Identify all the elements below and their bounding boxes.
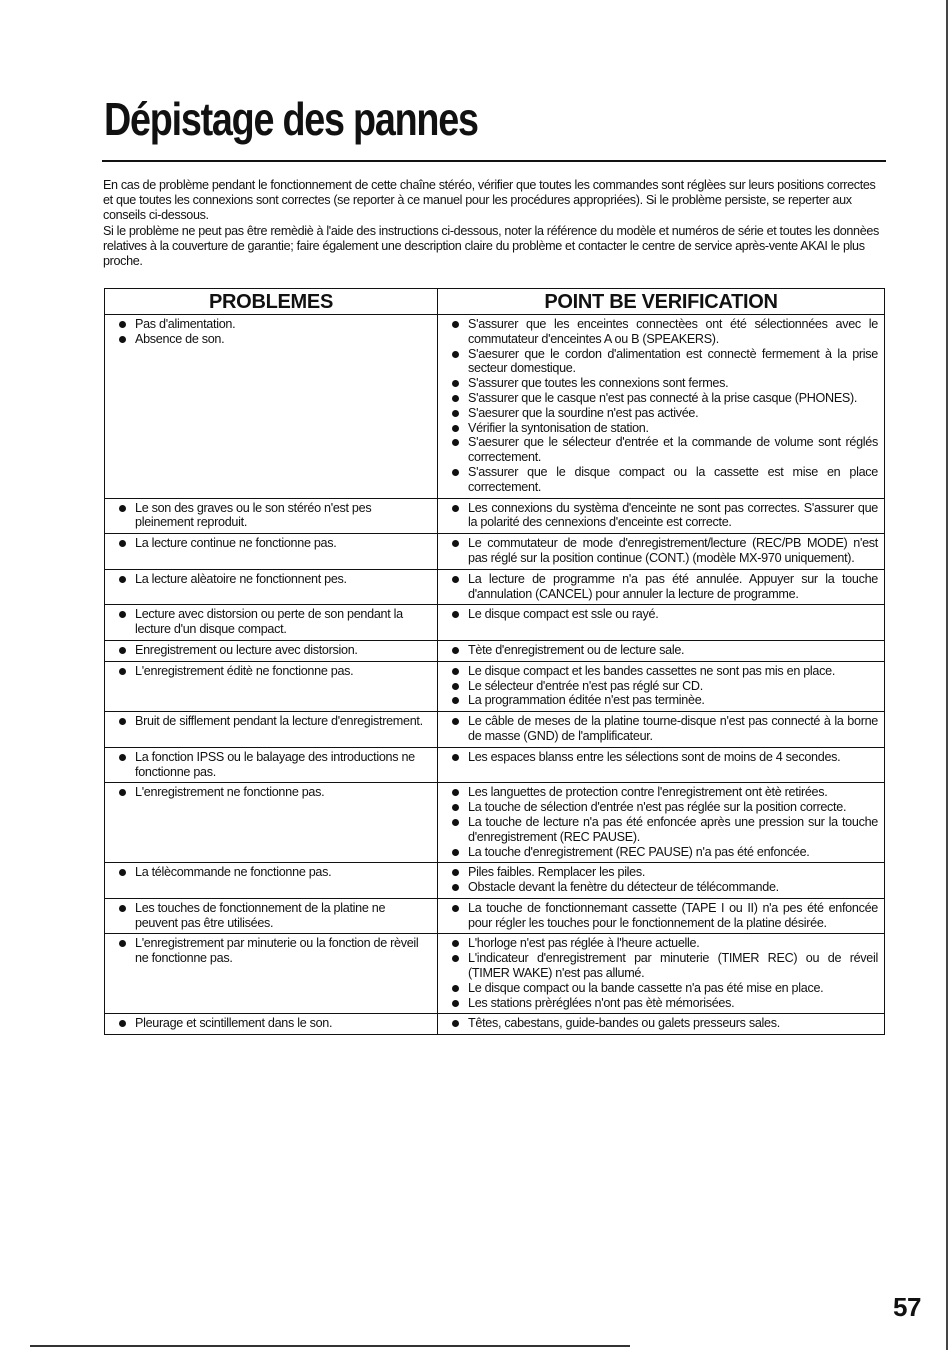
- page-title: Dépistage des pannes: [104, 93, 478, 145]
- footer-line: [30, 1345, 630, 1347]
- problem-item: Pleurage et scintillement dans le son.: [111, 1016, 431, 1031]
- check-item: Les languettes de protection contre l'enregistrement ont ètè retirées.: [444, 785, 878, 800]
- check-item: Les connexions du systèma d'enceinte ne sont pas correctes. S'assurer que la polarité des cennexions d'enceinte est correcte.: [444, 501, 878, 531]
- check-item: La programmation éditée n'est pas terminèe.: [444, 693, 878, 708]
- title-rule: [102, 160, 886, 162]
- problem-cell: [105, 315, 438, 499]
- page-number: 57: [893, 1292, 921, 1322]
- check-item: S'aesurer que la sourdine n'est pas activée.: [444, 406, 878, 421]
- problem-item: La télècommande ne fonctionne pas.: [111, 865, 431, 880]
- check-item: Piles faibles. Remplacer les piles.: [444, 865, 878, 880]
- intro-paragraph: Si le problème ne peut pas être remèdiè à l'aide des instructions ci-dessous, noter la référence du modèle et numéros de série et toutes les donnèes relatives à la couverture de garantie; faire également une description claire du problème et contacter le centre de service après-vente AKAI le plus proche.: [103, 223, 879, 269]
- table-row: [105, 747, 885, 783]
- problem-item: La lecture alèatoire ne fonctionnent pes.: [111, 572, 431, 587]
- problem-cell: [105, 934, 438, 1014]
- check-cell: [438, 498, 885, 534]
- table-header-row: [105, 289, 885, 315]
- check-item: S'assurer que toutes les connexions sont fermes.: [444, 376, 878, 391]
- check-item: Obstacle devant la fenètre du détecteur de télécommande.: [444, 880, 878, 895]
- table-row: [105, 315, 885, 499]
- check-cell: [438, 783, 885, 863]
- check-cell: [438, 1014, 885, 1035]
- check-item: La touche de sélection d'entrée n'est pas réglée sur la position correcte.: [444, 800, 878, 815]
- check-item: Le disque compact est ssle ou rayé.: [444, 607, 878, 622]
- table-row: [105, 863, 885, 899]
- check-item: S'assurer que le casque n'est pas connecté à la prise casque (PHONES).: [444, 391, 878, 406]
- problem-cell: [105, 569, 438, 605]
- check-item: L'horloge n'est pas réglée à l'heure actuelle.: [444, 936, 878, 951]
- table-row: [105, 498, 885, 534]
- check-item: Le disque compact et les bandes cassettes ne sont pas mis en place.: [444, 664, 878, 679]
- check-item: S'assurer que les enceintes connectèes ont été sélectionnées avec le commutateur d'enceintes A ou B (SPEAKERS).: [444, 317, 878, 347]
- check-item: Vérifier la syntonisation de station.: [444, 421, 878, 436]
- table-body: [105, 315, 885, 1035]
- check-item: La touche de lecture n'a pas été enfoncée après une pression sur la touche d'enregistrement (REC PAUSE).: [444, 815, 878, 845]
- check-item: Le sélecteur d'entrée n'est pas réglé sur CD.: [444, 679, 878, 694]
- check-cell: [438, 747, 885, 783]
- check-item: S'assurer que le disque compact ou la cassette est mise en place correctement.: [444, 465, 878, 495]
- check-item: S'aesurer que le cordon d'alimentation est connectè fermement à la prise secteur domestique.: [444, 347, 878, 377]
- table-row: [105, 640, 885, 661]
- problem-cell: [105, 534, 438, 570]
- problem-item: Pas d'alimentation.: [111, 317, 431, 332]
- troubleshooting-table: [104, 288, 885, 1035]
- problem-cell: [105, 863, 438, 899]
- header-problems: PROBLEMES: [105, 289, 438, 315]
- check-item: Le disque compact ou la bande cassette n'a pas été mise en place.: [444, 981, 878, 996]
- problem-cell: [105, 640, 438, 661]
- problem-item: Absence de son.: [111, 332, 431, 347]
- problem-cell: [105, 661, 438, 711]
- problem-cell: [105, 783, 438, 863]
- check-item: Tète d'enregistrement ou de lecture sale.: [444, 643, 878, 658]
- check-item: Les espaces blanss entre les sélections sont de moins de 4 secondes.: [444, 750, 878, 765]
- problem-cell: [105, 1014, 438, 1035]
- problem-item: Enregistrement ou lecture avec distorsion.: [111, 643, 431, 658]
- problem-item: L'enregistrement ne fonctionne pas.: [111, 785, 431, 800]
- problem-item: Lecture avec distorsion ou perte de son pendant la lecture d'un disque compact.: [111, 607, 431, 637]
- problem-item: La fonction IPSS ou le balayage des introductions ne fonctionne pas.: [111, 750, 431, 780]
- check-cell: [438, 863, 885, 899]
- check-item: Le câble de meses de la platine tourne-disque n'est pas connecté à la borne de masse (GND) de l'amplificateur.: [444, 714, 878, 744]
- check-item: La lecture de programme n'a pas été annulée. Appuyer sur la touche d'annulation (CANCEL) pour annuler la lecture de programme.: [444, 572, 878, 602]
- header-verification: POINT BE VERIFICATION: [438, 289, 885, 315]
- problem-item: L'enregistrement éditè ne fonctionne pas.: [111, 664, 431, 679]
- table-row: [105, 712, 885, 748]
- check-item: La touche de fonctionnemant cassette (TAPE I ou II) n'a pes été enfoncée pour régler les touches pour le fonctionnement de la platine désirée.: [444, 901, 878, 931]
- table-row: [105, 534, 885, 570]
- check-cell: [438, 712, 885, 748]
- check-cell: [438, 315, 885, 499]
- page-edge-line: [946, 0, 948, 1350]
- table-row: [105, 934, 885, 1014]
- check-item: Les stations prèréglées n'ont pas ètè mémorisées.: [444, 996, 878, 1011]
- table-row: [105, 898, 885, 934]
- problem-cell: [105, 498, 438, 534]
- problem-item: Le son des graves ou le son stéréo n'est pes pleinement reproduit.: [111, 501, 431, 531]
- check-cell: [438, 640, 885, 661]
- check-cell: [438, 934, 885, 1014]
- check-item: La touche d'enregistrement (REC PAUSE) n'a pas été enfoncée.: [444, 845, 878, 860]
- check-cell: [438, 898, 885, 934]
- problem-item: L'enregistrement par minuterie ou la fonction de rèveil ne fonctionne pas.: [111, 936, 431, 966]
- table-row: [105, 783, 885, 863]
- check-item: S'aesurer que le sélecteur d'entrée et la commande de volume sont réglés correctement.: [444, 435, 878, 465]
- table-row: [105, 1014, 885, 1035]
- problem-item: Bruit de sifflement pendant la lecture d'enregistrement.: [111, 714, 431, 729]
- problem-cell: [105, 605, 438, 641]
- check-item: Têtes, cabestans, guide-bandes ou galets presseurs sales.: [444, 1016, 878, 1031]
- check-cell: [438, 569, 885, 605]
- check-cell: [438, 605, 885, 641]
- problem-cell: [105, 712, 438, 748]
- problem-item: Les touches de fonctionnement de la platine ne peuvent pas être utilisées.: [111, 901, 431, 931]
- problem-item: La lecture continue ne fonctionne pas.: [111, 536, 431, 551]
- table-row: [105, 569, 885, 605]
- problem-cell: [105, 747, 438, 783]
- check-item: Le commutateur de mode d'enregistrement/lecture (REC/PB MODE) n'est pas réglé sur la position continue (CONT.) (modèle MX-970 uniquement).: [444, 536, 878, 566]
- check-item: L'indicateur d'enregistrement par minuterie (TIMER REC) ou de réveil (TIMER WAKE) n'est pas allumé.: [444, 951, 878, 981]
- check-cell: [438, 661, 885, 711]
- table-row: [105, 661, 885, 711]
- table-row: [105, 605, 885, 641]
- intro-paragraph: En cas de problème pendant le fonctionnement de cette chaîne stéréo, vérifier que toutes les commandes sont réglèes sur leurs positions correctes et que toutes les connexions sont correctes (se reporter à ce manuel pour les procédures appropriées). Si le problème persiste, se reperter aux conseils ci-dessous.: [103, 178, 876, 223]
- intro-text: [103, 178, 887, 269]
- problem-cell: [105, 898, 438, 934]
- check-cell: [438, 534, 885, 570]
